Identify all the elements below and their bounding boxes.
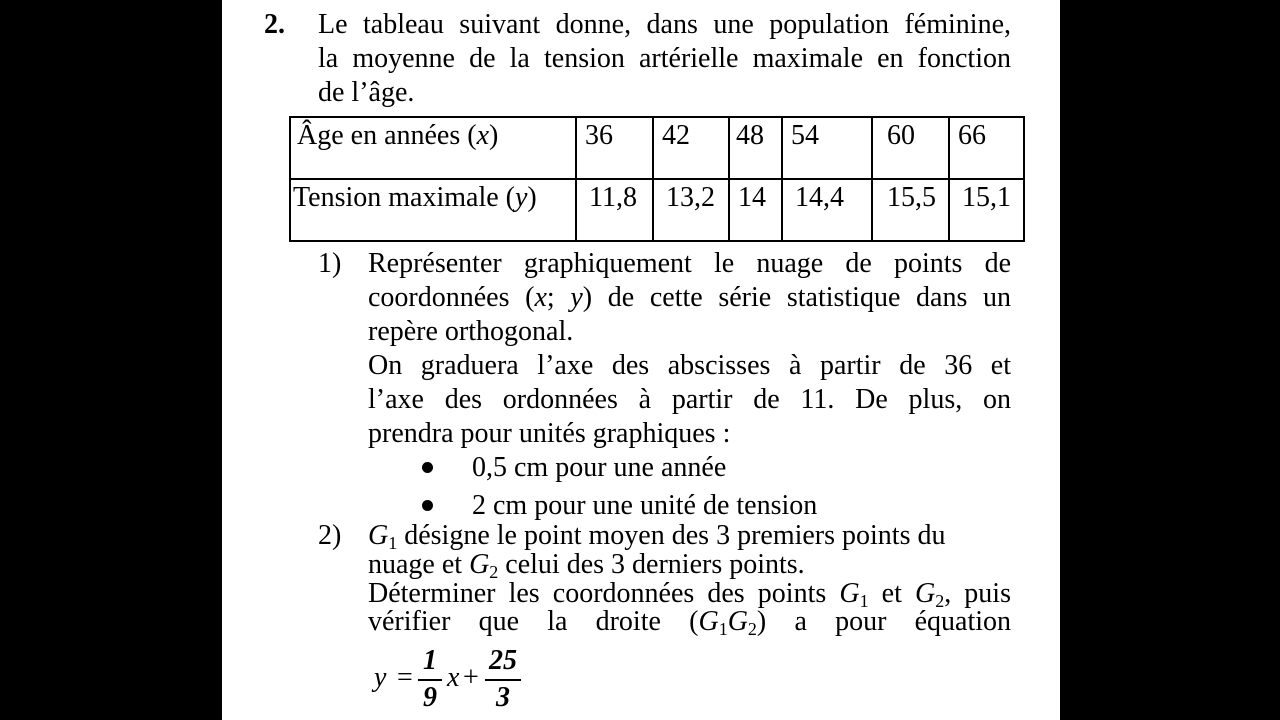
age-cell: 48 xyxy=(729,117,782,179)
q2-line-1: $G_1$ désigne le point moyen des 3 premiers points du xyxy=(368,520,946,553)
q2-label: 2) xyxy=(318,520,342,551)
intro-line-1: Le tableau suivant donne, dans une population féminine, xyxy=(318,9,1011,40)
age-cell: 66 xyxy=(949,117,1024,179)
document-page xyxy=(222,0,1060,720)
tension-cell: 13,2 xyxy=(653,179,729,241)
table-row-age xyxy=(290,117,1024,179)
age-cell: 60 xyxy=(872,117,949,179)
eq-numerator-2: 25 xyxy=(489,645,517,676)
exercise-number: 2. xyxy=(264,9,285,40)
tension-cell: 11,8 xyxy=(576,179,653,241)
table-row-tension xyxy=(290,179,1024,241)
age-cell: 42 xyxy=(653,117,729,179)
eq-equals: = xyxy=(397,662,413,693)
tension-cell: 15,5 xyxy=(872,179,949,241)
intro-line-3: de l’âge. xyxy=(318,77,415,108)
row-header-age: Âge en années (x) xyxy=(290,117,576,179)
q2-line-4: vérifier que la droite $(G_1G_2)$ a pour équation xyxy=(368,606,1012,639)
data-table xyxy=(289,116,1025,242)
eq-plus: + xyxy=(463,662,479,693)
fraction-bar xyxy=(418,679,442,681)
intro-line-2: la moyenne de la tension artérielle maximale en fonction xyxy=(318,43,1011,74)
row-header-tension: Tension maximale (y) xyxy=(290,179,576,241)
eq-denominator-2: 3 xyxy=(496,682,510,713)
q1-line-1: Représenter graphiquement le nuage de points de xyxy=(368,248,1011,279)
q2-line-2: nuage et $G_2$ celui des 3 derniers points. xyxy=(368,549,805,582)
tension-cell: 14 xyxy=(729,179,782,241)
q2-line-3: Déterminer les coordonnées des points $G_1$ et $G_2$, puis xyxy=(368,578,1011,611)
eq-numerator-1: 1 xyxy=(423,645,437,676)
q1-bullet-2: 2 cm pour une unité de tension xyxy=(472,490,818,521)
fraction-bar xyxy=(485,679,521,681)
q1-line-6: prendra pour unités graphiques : xyxy=(368,418,731,449)
tension-cell: 15,1 xyxy=(949,179,1024,241)
eq-y: y xyxy=(374,662,387,693)
eq-x: x xyxy=(447,662,460,693)
q1-line-5: l’axe des ordonnées à partir de 11. De plus, on xyxy=(368,384,1011,415)
bullet-dot xyxy=(422,462,433,473)
age-cell: 54 xyxy=(782,117,872,179)
q1-label: 1) xyxy=(318,248,342,279)
q1-bullet-1: 0,5 cm pour une année xyxy=(472,452,727,483)
bullet-dot xyxy=(422,500,433,511)
age-cell: 36 xyxy=(576,117,653,179)
q1-line-2: coordonnées (x; y) de cette série statistique dans un xyxy=(368,282,1012,313)
tension-cell: 14,4 xyxy=(782,179,872,241)
eq-denominator-1: 9 xyxy=(423,682,437,713)
q1-line-4: On graduera l’axe des abscisses à partir de 36 et xyxy=(368,350,1011,381)
q1-line-3: repère orthogonal. xyxy=(368,316,574,347)
